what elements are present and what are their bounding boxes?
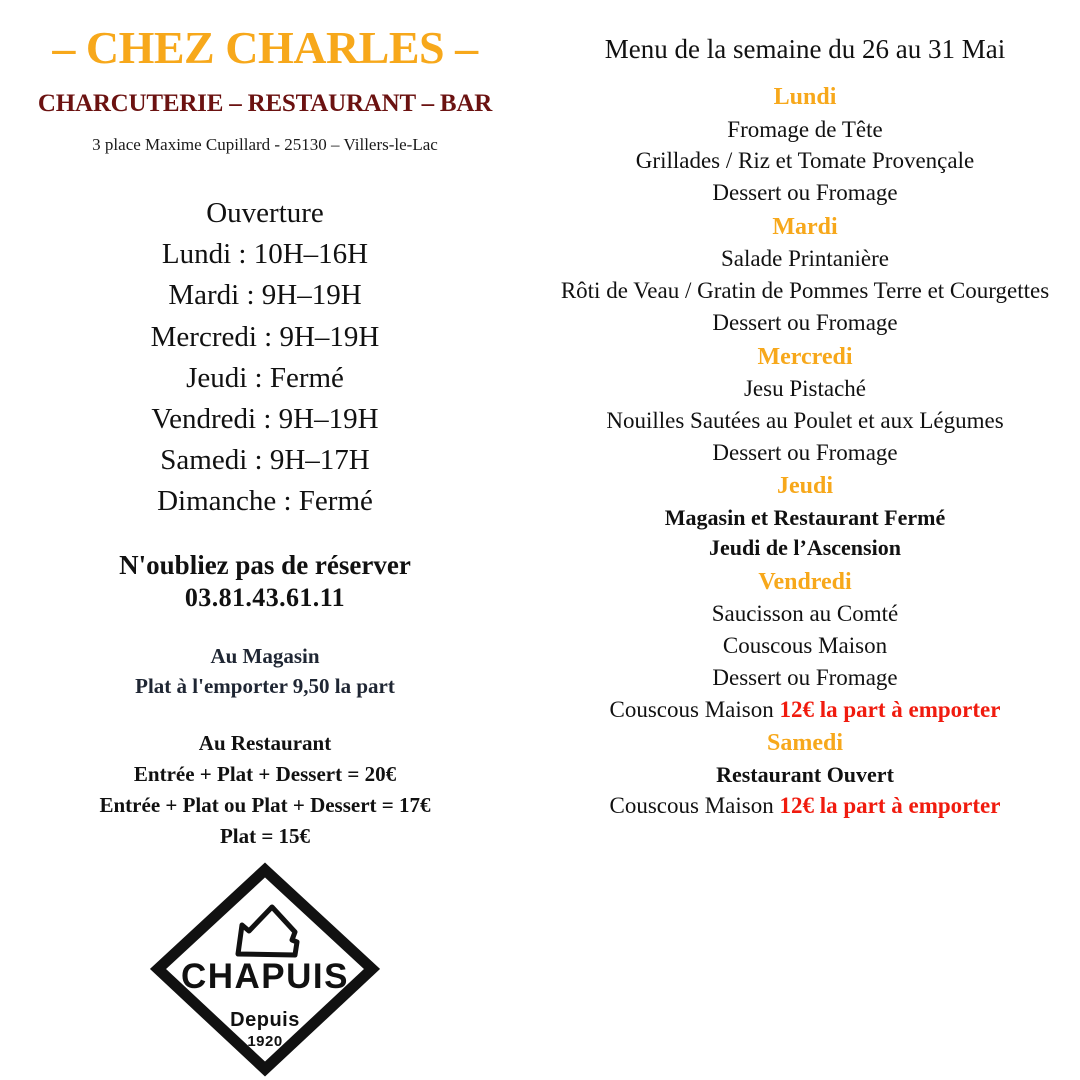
shop-heading: Au Magasin bbox=[210, 643, 320, 668]
reservation-phone[interactable]: 03.81.43.61.11 bbox=[184, 583, 346, 613]
hours-row-mardi: Mardi : 9H–19H bbox=[168, 279, 362, 312]
dish-item: Jesu Pistaché bbox=[743, 376, 866, 402]
restaurant-heading: Au Restaurant bbox=[198, 730, 332, 755]
hours-row-lundi: Lundi : 10H–16H bbox=[161, 238, 369, 271]
dish-item: Grillades / Riz et Tomate Provençale bbox=[635, 148, 975, 174]
hours-row-dimanche: Dimanche : Fermé bbox=[157, 485, 373, 518]
dish-item: Dessert ou Fromage bbox=[712, 664, 898, 690]
reservation-prompt: N'oubliez pas de réserver bbox=[119, 550, 411, 581]
hours-row-jeudi: Jeudi : Fermé bbox=[186, 361, 344, 394]
dish-item: Couscous Maison bbox=[722, 633, 888, 659]
day-heading-mercredi: Mercredi bbox=[757, 343, 853, 370]
dish-item: Dessert ou Fromage bbox=[712, 309, 898, 335]
restaurant-formula-plat: Plat = 15€ bbox=[219, 823, 311, 848]
restaurant-pricing bbox=[0, 728, 530, 852]
dish-item: Fromage de Tête bbox=[727, 116, 883, 142]
hours-row-mercredi: Mercredi : 9H–19H bbox=[150, 320, 380, 353]
shop-pricing bbox=[0, 641, 530, 702]
hours-row-vendredi: Vendredi : 9H–19H bbox=[151, 402, 379, 435]
menu-day-vendredi bbox=[530, 566, 1080, 726]
restaurant-formula-two: Entrée + Plat ou Plat + Dessert = 17€ bbox=[99, 792, 431, 817]
opening-hours-title: Ouverture bbox=[206, 197, 324, 229]
brand-address: 3 place Maxime Cupillard - 25130 – Villers-le-Lac bbox=[92, 135, 438, 154]
chalet-icon bbox=[238, 907, 297, 955]
dish-item: Jeudi de l’Ascension bbox=[709, 535, 901, 561]
dish-item-takeaway bbox=[530, 694, 1080, 726]
dish-item: Saucisson au Comté bbox=[711, 601, 899, 627]
dish-item: Magasin et Restaurant Fermé bbox=[664, 505, 946, 531]
menu-day-mardi bbox=[530, 211, 1080, 339]
day-heading-mardi: Mardi bbox=[772, 213, 838, 240]
day-heading-jeudi: Jeudi bbox=[776, 473, 833, 500]
brand-title: – CHEZ CHARLES – bbox=[52, 22, 478, 73]
logo-name: CHAPUIS bbox=[180, 957, 350, 996]
restaurant-formula-full: Entrée + Plat + Dessert = 20€ bbox=[133, 761, 397, 786]
dish-item: Dessert ou Fromage bbox=[712, 439, 898, 465]
chapuis-logo-svg bbox=[150, 862, 380, 1077]
menu-day-mercredi bbox=[530, 341, 1080, 469]
logo-since-year: 1920 bbox=[247, 1033, 283, 1050]
dish-item-takeaway bbox=[530, 790, 1080, 822]
opening-hours bbox=[0, 193, 530, 522]
dish-item: Restaurant Ouvert bbox=[716, 762, 894, 788]
shop-takeaway-price: Plat à l'emporter 9,50 la part bbox=[135, 674, 395, 699]
dish-label: Couscous Maison bbox=[609, 793, 780, 819]
day-heading-samedi: Samedi bbox=[766, 730, 843, 757]
dish-item: Salade Printanière bbox=[721, 246, 889, 272]
menu-day-samedi bbox=[530, 727, 1080, 822]
dish-item: Rôti de Veau / Gratin de Pommes Terre et Courgettes bbox=[560, 278, 1050, 304]
menu-day-lundi bbox=[530, 81, 1080, 209]
menu-column bbox=[530, 0, 1080, 1080]
dish-label: Couscous Maison bbox=[609, 696, 780, 722]
menu-day-jeudi bbox=[530, 470, 1080, 563]
takeaway-price-note: 12€ la part à emporter bbox=[779, 696, 1001, 722]
dish-item: Dessert ou Fromage bbox=[712, 180, 898, 206]
day-heading-lundi: Lundi bbox=[773, 84, 837, 110]
chapuis-logo bbox=[150, 862, 380, 1077]
weekly-menu bbox=[530, 81, 1080, 822]
reservation-block bbox=[0, 549, 530, 614]
day-heading-vendredi: Vendredi bbox=[758, 568, 852, 595]
week-banner: Menu de la semaine du 26 au 31 Mai bbox=[604, 34, 1006, 64]
dish-item: Nouilles Sautées au Poulet et aux Légumes bbox=[606, 408, 1004, 434]
logo-since-label: Depuis bbox=[230, 1009, 300, 1031]
hours-row-samedi: Samedi : 9H–17H bbox=[160, 444, 370, 477]
brand-subtitle: CHARCUTERIE – RESTAURANT – BAR bbox=[37, 90, 493, 117]
info-column bbox=[0, 0, 530, 1080]
takeaway-price-note: 12€ la part à emporter bbox=[779, 793, 1001, 819]
